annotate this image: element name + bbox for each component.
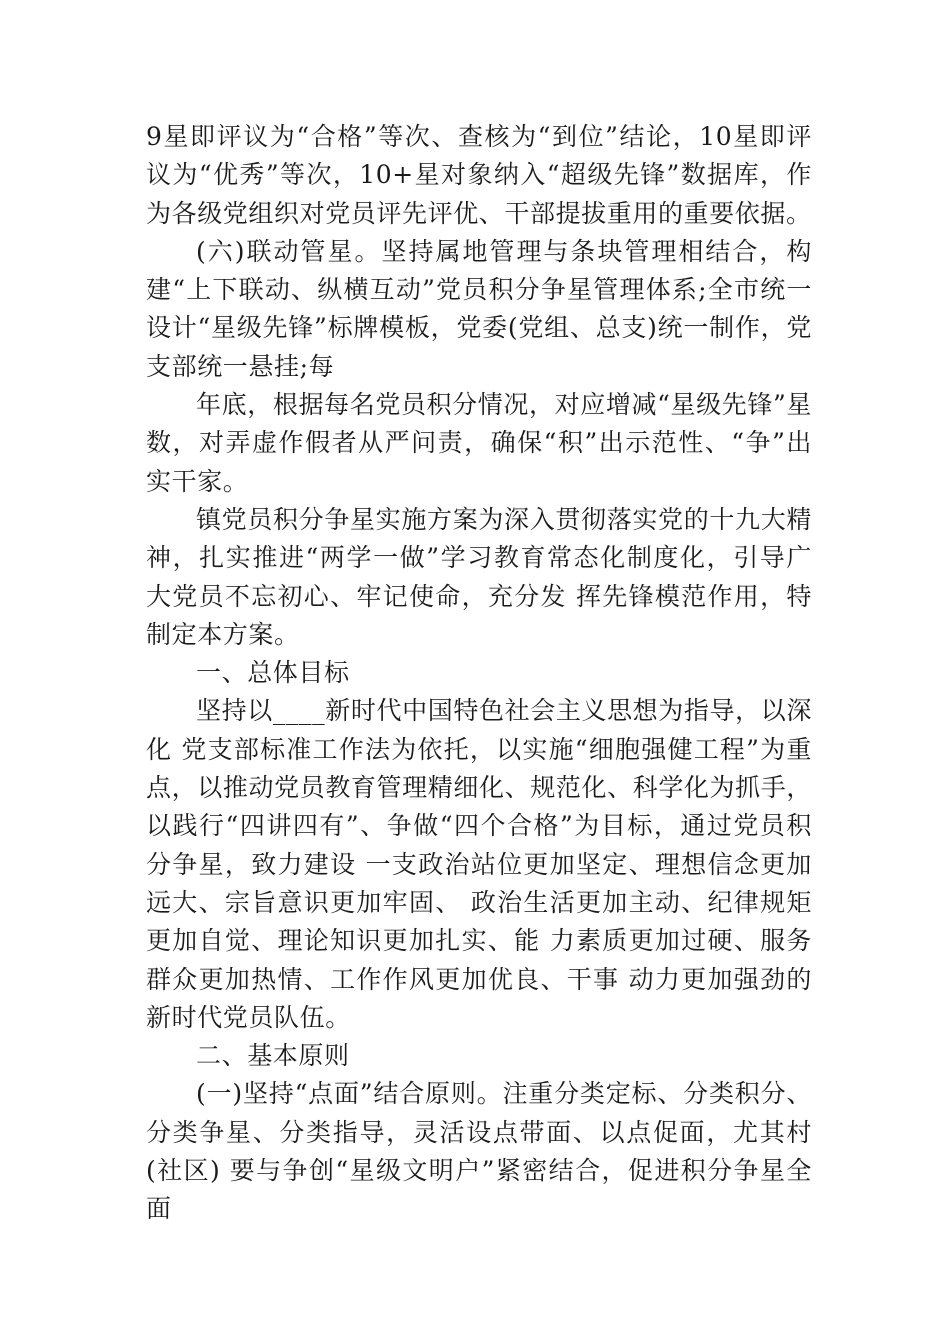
paragraph-star-rating: 9星即评议为“合格”等次、查核为“到位”结论，10星即评议为“优秀”等次，10+星对象纳入“超级先锋”数据库，作为各级党组织对党员评先评优、干部提拔重用的重要依据。 bbox=[146, 122, 812, 228]
paragraph-year-end: 年底，根据每名党员积分情况，对应增减“星级先锋”星数，对弄虚作假者从严问责，确保“积”出示范性、“争”出实干家。 bbox=[146, 390, 812, 496]
document-body bbox=[146, 118, 812, 1229]
paragraph-linked-management: (六)联动管星。坚持属地管理与条块管理相结合，构建“上下联动、纵横互动”党员积分争星管理体系;全市统一设计“星级先锋”标牌模板，党委(党组、总支)统一制作，党支部统一悬挂;每 bbox=[146, 236, 812, 381]
paragraph-plan-intro: 镇党员积分争星实施方案为深入贯彻落实党的十九大精神，扎实推进“两学一做”学习教育常态化制度化，引导广大党员不忘初心、牢记使命，充分发 挥先锋模范作用，特制定本方案。 bbox=[146, 504, 812, 649]
paragraph-principle-one: (一)坚持“点面”结合原则。注重分类定标、分类积分、分类争星、分类指导，灵活设点带面、以点促面，尤其村(社区) 要与争创“星级文明户”紧密结合，促进积分争星全面 bbox=[146, 1079, 812, 1224]
heading-basic-principles: 二、基本原则 bbox=[196, 1041, 350, 1071]
heading-overall-goal: 一、总体目标 bbox=[196, 658, 350, 688]
paragraph-overall-goal: 坚持以____新时代中国特色社会主义思想为指导，以深化 党支部标准工作法为依托，以实施“细胞强健工程”为重点，以推动党员教育管理精细化、规范化、科学化为抓手，以践行“四讲四有”、争做“四个合格”为目标，通过党员积分争星，致力建设 一支政治站位更加坚定、理想信念更加远大、宗旨意识更加牢固、 政治生活更加主动、纪律规矩更加自觉、理论知识更加扎实、能 力素质更加过硬、服务群众更加热情、工作作风更加优良、干事 动力更加强劲的新时代党员队伍。 bbox=[146, 696, 812, 1032]
